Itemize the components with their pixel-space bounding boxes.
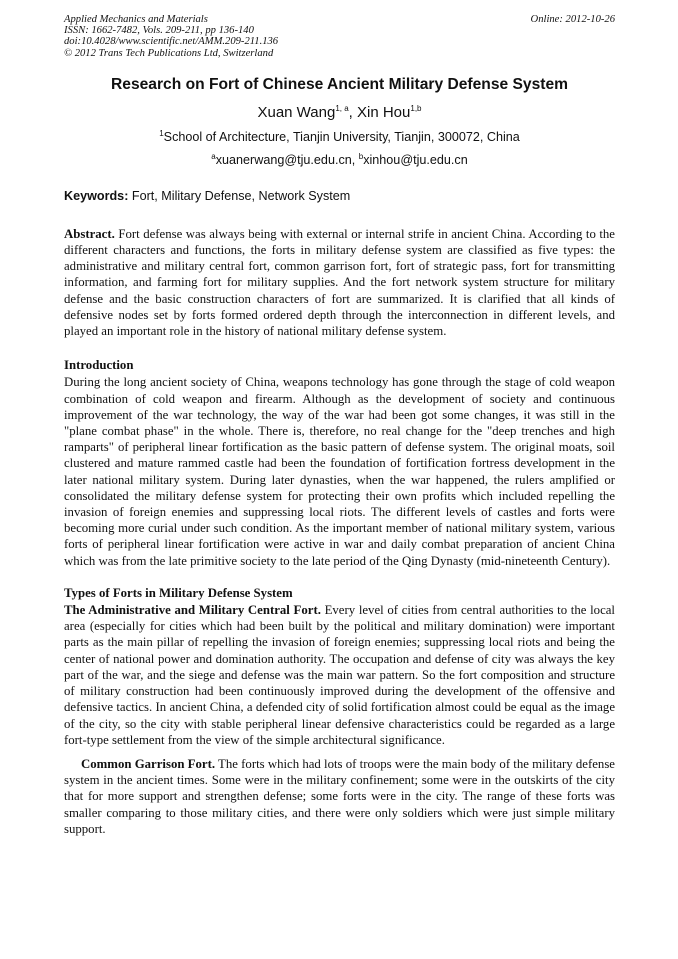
central-fort-text: Every level of cities from central authorities to the local area (especially for cities which had been built by the political and military domination) were important parts as the main pillar of repelling the invasion of foreign enemies; suppressing local riots and being the center of national power and domination authority. The occupation and defense of city was always the key part of the war, and the siege and defense was the main war pattern. So the fort composition and structure of military construction had been continuously improved during the development of the offensive and defensive tactics. In ancient China, a defended city of solid fortification almost could be equal as the image of the city, so the city with stable peripheral linear defensive characteristics could be regarded as a large fort-type settlement from the view of the simple architectural significance. [64, 603, 615, 747]
copyright-line: © 2012 Trans Tech Publications Ltd, Switzerland [64, 47, 274, 59]
paper-page [64, 14, 615, 837]
keywords-label: Keywords: [64, 188, 129, 203]
author-2-name: Xin Hou [357, 103, 411, 121]
garrison-fort-label: Common Garrison Fort. [81, 756, 216, 771]
email-b-sup: b [358, 151, 364, 161]
introduction-heading: Introduction [64, 358, 134, 373]
email-b: xinhou@tju.edu.cn [363, 152, 468, 167]
types-heading: Types of Forts in Military Defense System [64, 585, 293, 600]
online-date: Online: 2012-10-26 [530, 14, 615, 25]
abstract-label: Abstract. [64, 226, 115, 241]
central-fort-paragraph [64, 602, 615, 748]
email-a: xuanerwang@tju.edu.cn, [215, 152, 359, 167]
doi-line: doi:10.4028/www.scientific.net/AMM.209-211.136 [64, 36, 279, 48]
author-separator: , [348, 103, 357, 121]
journal-name: Applied Mechanics and Materials [64, 14, 208, 25]
garrison-fort-paragraph [64, 756, 615, 837]
author-emails [64, 153, 615, 167]
journal-header [64, 14, 615, 59]
email-a-sup: a [211, 151, 216, 161]
keywords [64, 189, 615, 203]
affiliation-text: School of Architecture, Tianjin University, Tianjin, 300072, China [163, 129, 520, 144]
introduction-paragraph: During the long ancient society of China, weapons technology has gone through the stage of cold weapon combination of cold weapon and firearm. Although as the development of society and continuous improvement of the war technology, the way of the war had been got some changes, it was still in the "plane combat phase" in the whole. There is, therefore, no real change for the "deep trenches and high ramparts" of peripheral linear fortification as the basic pattern of defense system. The original moats, soil clustered and mature rammed castle had been the foundation of fortification fortress development in the later national military system. During later dynasties, when the war happened, the rulers amplified or consolidated the military defense system for protecting their own profits which included repelling the invasion of foreign enemies and suppressing local riots. The different levels of castles and forts were becoming more curial under such condition. As the important member of national military system, various forts of peripheral linear fortification were active in war and daily combat preparation of ancient China which was from the late primitive society to the late period of the Qing Dynasty (mid-nineteenth Century). [64, 375, 615, 568]
author-line [64, 104, 615, 121]
abstract [64, 226, 615, 339]
author-1-sup: 1, a [335, 103, 349, 113]
garrison-fort-text: The forts which had lots of troops were the main body of the military defense system in the ancient times. Some were in the military confinement; some were in the outskirts of the city that for more support and strengthen defense; some forts were in the city. The range of these forts was smaller comparing to those military cities, and there were only soldiers which were just simple military support. [64, 756, 615, 836]
keywords-text: Fort, Military Defense, Network System [128, 188, 351, 203]
author-2-sup: 1,b [410, 103, 422, 113]
issn-line: ISSN: 1662-7482, Vols. 209-211, pp 136-140 [64, 25, 254, 37]
central-fort-label: The Administrative and Military Central Fort. [64, 603, 321, 618]
affiliation-sup: 1 [159, 128, 164, 138]
affiliation [64, 130, 615, 144]
abstract-text: Fort defense was always being with external or internal strife in ancient China. According to the different characters and functions, the forts in military defense system are classified as five types: the administrative and military central fort, common garrison fort, fort of strategic pass, fort for transmitting information, and farming fort for military supplies. And the fort network system structure for military defense and the basic construction characters of fort are summarized. It is clarified that all kinds of defensive nodes set by forts formed ordered depth through the interconnection in different levels, and played an important role in the history of national military defense system. [64, 226, 615, 339]
paper-title: Research on Fort of Chinese Ancient Military Defense System [111, 75, 568, 93]
author-1-name: Xuan Wang [257, 103, 336, 121]
